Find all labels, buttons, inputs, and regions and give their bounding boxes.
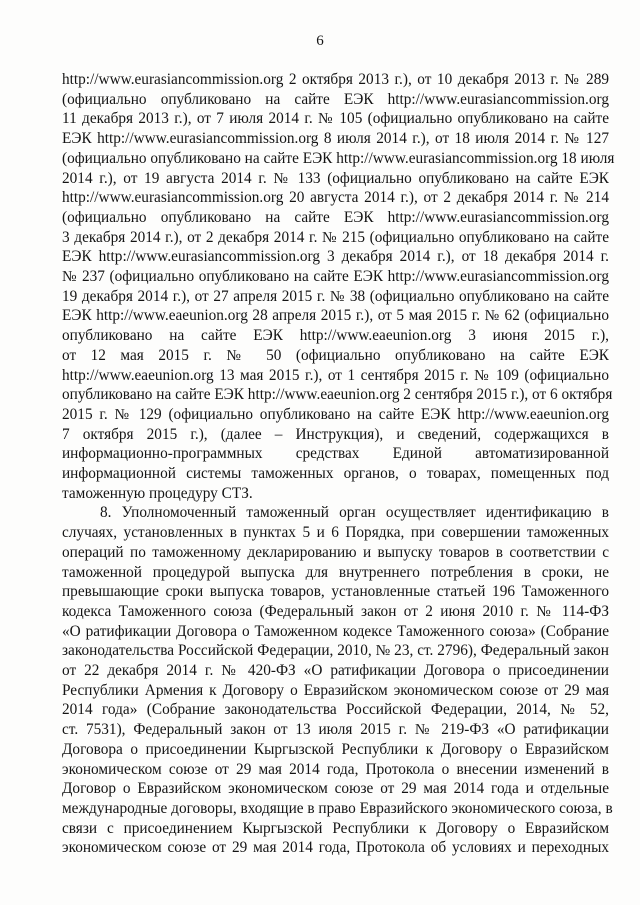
- text-line: 8. Уполномоченный таможенный орган осуществляет идентификацию в: [100, 504, 609, 522]
- text-line: ст. 7531), Федеральный закон от 13 июля 2015 г. № 219-ФЗ «О ратификации: [62, 721, 609, 739]
- text-line: кодекса Таможенного союза (Федеральный закон от 2 июня 2010 г. № 114-ФЗ: [62, 602, 609, 620]
- text-line: связи с присоединением Кыргызской Республики к Договору о Евразийском: [62, 819, 609, 837]
- text-line: (официально опубликовано на сайте ЕЭК http://www.eurasiancommission.org: [62, 208, 609, 226]
- text-line: Республики Армения к Договору о Евразийском экономическом союзе от 29 мая: [62, 681, 609, 699]
- text-line: экономическом союзе от 29 мая 2014 года, Протокола о внесении изменений в: [62, 760, 609, 778]
- text-line: (официально опубликовано на сайте ЕЭК http://www.eurasiancommission.org: [62, 90, 609, 108]
- text-line: информационно-программных средствах Единой автоматизированной: [62, 445, 609, 463]
- text-line: информационной системы таможенных органов, о товарах, помещенных под: [62, 465, 609, 482]
- text-line: 3 декабря 2014 г.), от 2 декабря 2014 г. № 215 (официально опубликовано на сайте: [62, 228, 609, 246]
- text-line: экономическом союзе от 29 мая 2014 года, Протокола об условиях и переходных: [62, 839, 609, 857]
- text-line: превышающие сроки выпуска товаров, установленные статьей 196 Таможенного: [62, 583, 609, 601]
- text-line: http://www.eaeunion.org 13 мая 2015 г.), от 1 сентября 2015 г. № 109 (официально: [62, 366, 609, 384]
- text-line: 19 декабря 2014 г.), от 27 апреля 2015 г. № 38 (официально опубликовано на сайте: [62, 287, 609, 305]
- text-line: ЕЭК http://www.eurasiancommission.org 3 декабря 2014 г.), от 18 декабря 2014 г.: [62, 248, 609, 266]
- text-line: от 22 декабря 2014 г. № 420-ФЗ «О ратификации Договора о присоединении: [62, 662, 609, 679]
- text-line: Договор о Евразийском экономическом союзе от 29 мая 2014 года и отдельные: [62, 780, 609, 798]
- text-line: 2014 года» (Собрание законодательства Российской Федерации, 2014, № 52,: [62, 701, 609, 719]
- text-line: «О ратификации Договора о Таможенном кодексе Таможенного союза» (Собрание: [62, 622, 609, 640]
- text-line: ЕЭК http://www.eurasiancommission.org 8 июля 2014 г.), от 18 июля 2014 г. № 127: [62, 130, 609, 148]
- text-line: таможенную процедуру СТЗ.: [62, 484, 253, 502]
- text-line: ЕЭК http://www.eaeunion.org 28 апреля 2015 г.), от 5 мая 2015 г. № 62 (официально: [62, 307, 609, 325]
- text-line: опубликовано на сайте ЕЭК http://www.eaeunion.org 3 июня 2015 г.),: [62, 327, 609, 345]
- text-line: 2015 г. № 129 (официально опубликовано на сайте ЕЭК http://www.eaeunion.org: [62, 405, 609, 423]
- text-line: операций по таможенному декларированию и выпуску товаров в соответствии с: [62, 543, 609, 561]
- page-number: 6: [316, 33, 324, 49]
- text-line: от 12 мая 2015 г. № 50 (официально опубликовано на сайте ЕЭК: [62, 346, 609, 364]
- text-line: таможенной процедурой выпуска для внутреннего потребления в сроки, не: [62, 563, 609, 581]
- text-line: 2014 г.), от 19 августа 2014 г. № 133 (официально опубликовано на сайте ЕЭК: [62, 169, 609, 187]
- text-line: случаях, установленных в пунктах 5 и 6 Порядка, при совершении таможенных: [62, 524, 609, 542]
- text-line: http://www.eurasiancommission.org 20 августа 2014 г.), от 2 декабря 2014 г. № 214: [62, 189, 609, 207]
- text-line: 11 декабря 2013 г.), от 7 июля 2014 г. № 105 (официально опубликовано на сайте: [62, 110, 609, 128]
- text-line: законодательства Российской Федерации, 2010, № 23, ст. 2796), Федеральный закон: [62, 642, 609, 660]
- text-line: http://www.eurasiancommission.org 2 октября 2013 г.), от 10 декабря 2013 г. № 289: [62, 71, 609, 88]
- text-line: 7 октября 2015 г.), (далее – Инструкция), и сведений, содержащихся в: [62, 425, 609, 443]
- text-line: опубликовано на сайте ЕЭК http://www.eaeunion.org 2 сентября 2015 г.), от 6 октября: [62, 386, 613, 404]
- text-line: № 237 (официально опубликовано на сайте ЕЭК http://www.eurasiancommission.org: [62, 268, 609, 285]
- text-line: Договора о присоединении Кыргызской Республики к Договору о Евразийском: [62, 740, 609, 758]
- text-line: (официально опубликовано на сайте ЕЭК http://www.eurasiancommission.org 18 июля: [62, 149, 615, 167]
- text-line: международные договоры, входящие в право Евразийского экономического союза, в: [62, 799, 613, 817]
